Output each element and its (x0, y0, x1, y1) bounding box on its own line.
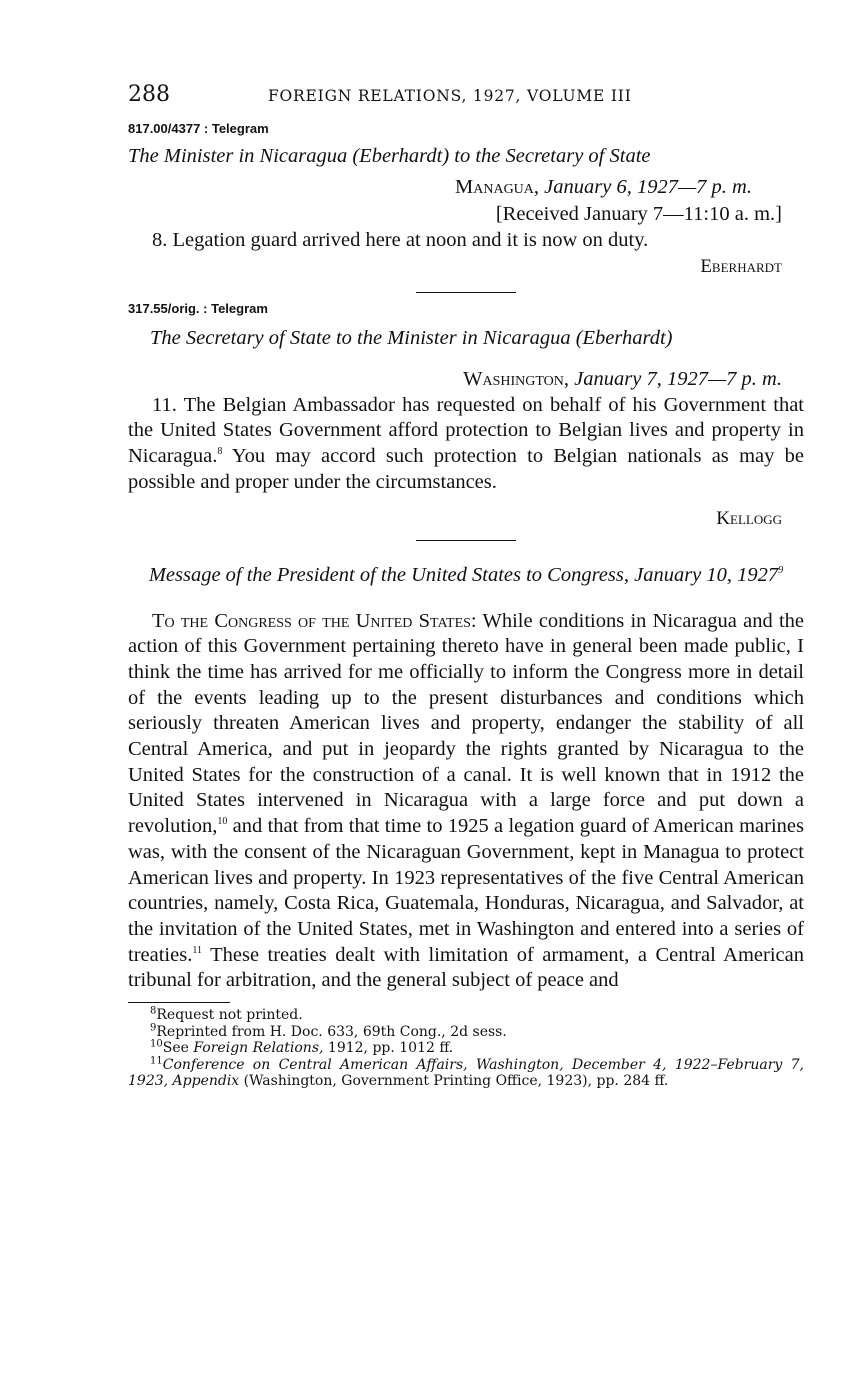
telegram-body-2 (128, 393, 804, 496)
section-divider-2 (416, 540, 516, 541)
document-title-2: The Secretary of State to the Minister in Nicaragua (Eberhardt) (150, 326, 673, 349)
telegram-body-2-part2: You may accord such protection to Belgian nationals as may be possible and proper under the circumstances. (128, 445, 804, 493)
footnote-ref-11: 11 (192, 944, 202, 956)
telegram-body-1: 8. Legation guard arrived here at noon and it is now on duty. (152, 229, 649, 251)
footnotes (128, 1007, 804, 1090)
footnote-8 (128, 1007, 804, 1024)
running-title: FOREIGN RELATIONS, 1927, VOLUME III (268, 87, 632, 105)
telegram-body-2-part1: 11. The Belgian Ambassador has requested on behalf of his Government that the United States Government afford protection to Belgian lives and property in Nicaragua. (128, 393, 804, 468)
footnote-text-8: Request not printed. (156, 1007, 303, 1024)
message-body-part3: These treaties dealt with limitation of armament, a Central American tribunal for arbitration, and the general subject of peace and (128, 943, 804, 992)
received-line-1: [Received January 7—11:10 a. m.] (495, 203, 782, 225)
message-salutation: To the Congress of the United States: (152, 609, 477, 632)
document-title-1: The Minister in Nicaragua (Eberhardt) to the Secretary of State (128, 145, 651, 167)
message-body-part2: and that from that time to 1925 a legation guard of American marines was, with the consent of the Nicaraguan Government, kept in Managua to protect American lives and property. In 1923 representatives of the five Central American countries, namely, Costa Rica, Guatemala, Honduras, Nicaragua, and Salvador, at the invitation of the United States, met in Washington and entered into a series of treaties. (128, 815, 804, 966)
footnote-11-italic: Conference on Central American Affairs, Washington, December 4, 1922–February 7, 1923, Appendix (128, 1056, 804, 1090)
section-divider-1 (416, 292, 516, 293)
footnote-ref-8: 8 (217, 446, 223, 458)
footnote-10-post: 1912, pp. 1012 ff. (323, 1040, 454, 1057)
page-header (128, 82, 804, 107)
document-id-2: 317.55/orig. : Telegram (128, 300, 268, 316)
message-body-part1: While conditions in Nicaragua and the action of this Government pertaining thereto have in general been made public, I think the time has arrived for me officially to inform the Congress more in detail of the events leading up to the present disturbances and conditions which seriously threaten American lives and property, endanger the stability of all Central America, and put in jeopardy the rights granted by Nicaragua to the United States for the construction of a canal. It is well known that in 1912 the United States intervened in Nicaragua with a large force and put down a revolution, (128, 609, 804, 838)
footnote-11 (128, 1054, 804, 1090)
footnote-mark-9: 9 (150, 1021, 157, 1033)
footnote-ref-9: 9 (778, 564, 784, 576)
document-page (128, 82, 804, 1090)
dateline-2 (128, 366, 782, 393)
signature-2: Kellogg (716, 507, 782, 529)
footnote-ref-10: 10 (217, 816, 228, 828)
dateline-date-1: January 6, 1927—7 p. m. (544, 176, 752, 198)
footnote-mark-10: 10 (150, 1038, 163, 1050)
page-number: 288 (128, 82, 170, 107)
dateline-place-1: Managua, (455, 176, 540, 198)
message-body (128, 609, 804, 995)
footnote-9 (128, 1021, 804, 1041)
message-title (128, 561, 804, 589)
signature-1: Eberhardt (700, 255, 782, 277)
footnote-10 (128, 1040, 804, 1057)
footnote-mark-11: 11 (150, 1054, 163, 1066)
footnote-mark-8: 8 (150, 1005, 157, 1017)
footnote-11-post: (Washington, Government Printing Office, 1923), pp. 284 ff. (239, 1073, 669, 1090)
dateline-1 (128, 174, 752, 201)
footnote-divider (128, 1002, 230, 1003)
message-title-text: Message of the President of the United States to Congress, January 10, 1927 (148, 563, 779, 586)
footnote-10-italic: Foreign Relations, (193, 1040, 324, 1057)
footnote-10-pre: See (162, 1040, 194, 1057)
dateline-place-2: Washington, (463, 367, 570, 390)
dateline-date-2: January 7, 1927—7 p. m. (574, 367, 782, 390)
document-id-1: 817.00/4377 : Telegram (128, 121, 269, 136)
footnote-text-9: Reprinted from H. Doc. 633, 69th Cong., 2d sess. (156, 1023, 507, 1040)
